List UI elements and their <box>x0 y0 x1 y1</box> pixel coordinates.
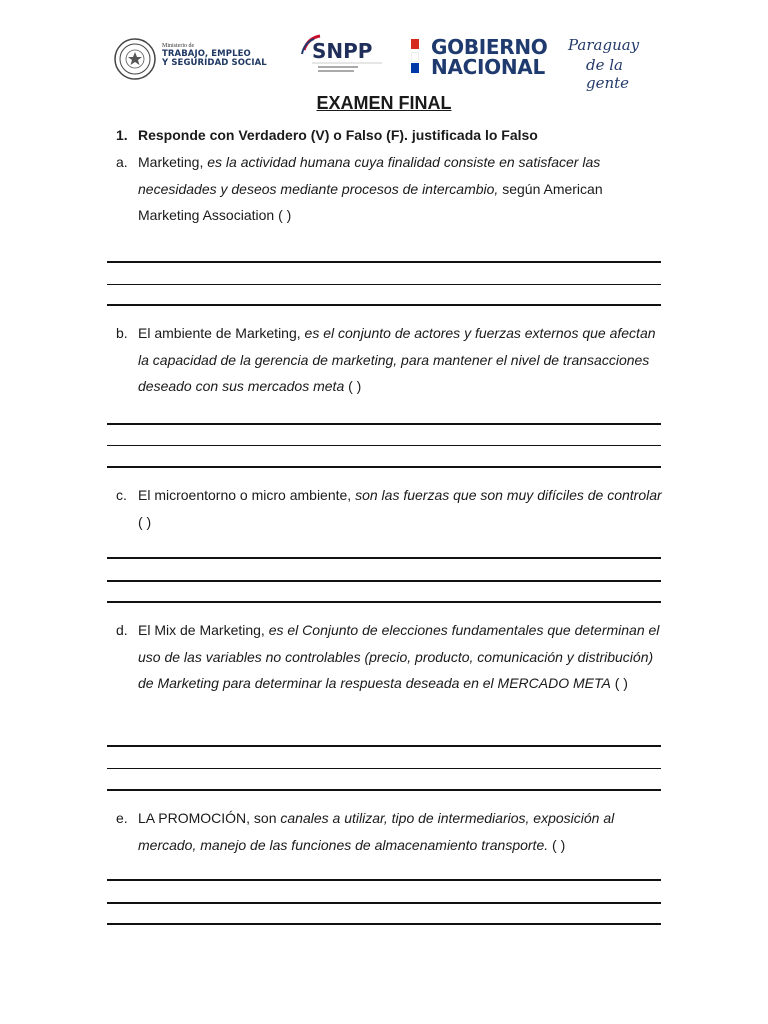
item-plain-text-end: ( ) <box>138 513 152 530</box>
item-italic-text: es la actividad humana cuya finalidad consiste en satisfacer las necesidades y deseos mediante procesos de intercambio, <box>138 154 601 197</box>
item-plain-text-end: según American Marketing Association ( ) <box>138 180 603 223</box>
item-plain-text: Marketing, <box>138 154 208 170</box>
item-e <box>116 805 666 858</box>
item-c <box>116 482 666 535</box>
answer-line[interactable] <box>107 304 661 306</box>
item-plain-text: El microentorno o micro ambiente, <box>138 487 356 503</box>
item-plain-text-end: ( ) <box>610 675 628 691</box>
answer-line[interactable] <box>107 902 661 904</box>
item-italic-text: es el conjunto de actores y fuerzas externos que afectan la capacidad de la gerencia de marketing, para mantener el nivel de transacciones deseado con sus mercados meta <box>138 325 656 394</box>
item-a <box>116 149 666 229</box>
item-d <box>116 617 666 697</box>
answer-line[interactable] <box>107 923 661 925</box>
item-plain-text-end: ( ) <box>548 836 566 853</box>
answer-line[interactable] <box>107 601 661 603</box>
gobierno-nacional-logo <box>409 36 549 80</box>
item-plain-text: LA PROMOCIÓN, son <box>138 810 281 826</box>
answer-line[interactable] <box>107 423 661 425</box>
item-letter: c. <box>116 487 127 503</box>
pyg-line-2: de la gente <box>586 56 630 92</box>
item-letter: d. <box>116 622 128 638</box>
item-letter: b. <box>116 325 128 341</box>
answer-line[interactable] <box>107 557 661 559</box>
item-plain-text: El ambiente de Marketing, <box>138 325 305 341</box>
answer-line[interactable] <box>107 284 661 285</box>
item-text <box>138 149 666 229</box>
ministry-small-text: Ministerio de <box>162 43 195 49</box>
item-letter: e. <box>116 810 128 826</box>
question-text: Responde con Verdadero (V) o Falso (F). justificada lo Falso <box>138 127 538 143</box>
answer-line[interactable] <box>107 879 661 881</box>
answer-line[interactable] <box>107 261 661 263</box>
item-italic-text: es el Conjunto de elecciones fundamentales que determinan el uso de las variables no controlables (precio, producto, comunicación y distribución) de Marketing para determinar la respuesta deseada en el MERCADO META <box>138 622 660 691</box>
paraguay-de-la-gente-logo <box>568 34 663 92</box>
pyg-line-1: Paraguay <box>568 36 640 54</box>
item-text <box>138 617 666 697</box>
item-text <box>138 320 666 400</box>
item-text <box>138 482 666 535</box>
flag-red-icon <box>411 39 419 49</box>
answer-line[interactable] <box>107 466 661 468</box>
question-heading <box>116 127 538 143</box>
gob-line-2: NACIONAL <box>431 55 545 79</box>
answer-line[interactable] <box>107 745 661 747</box>
question-number: 1. <box>116 127 128 143</box>
item-text <box>138 805 666 858</box>
ministry-logo <box>162 43 282 68</box>
answer-line[interactable] <box>107 580 661 582</box>
item-plain-text-end: ( ) <box>344 378 362 394</box>
flag-white-icon <box>411 52 419 62</box>
header-logos <box>0 30 768 90</box>
national-seal-icon <box>114 38 156 80</box>
page-title: EXAMEN FINAL <box>316 93 452 113</box>
snpp-logo <box>298 34 388 82</box>
answer-line[interactable] <box>107 768 661 769</box>
item-italic-text: son las fuerzas que son muy difíciles de controlar <box>355 487 662 503</box>
gob-line-1: GOBIERNO <box>431 35 548 59</box>
snpp-text: SNPP <box>312 39 373 63</box>
item-b <box>116 320 666 400</box>
answer-line[interactable] <box>107 789 661 791</box>
answer-line[interactable] <box>107 445 661 446</box>
item-plain-text: El Mix de Marketing, <box>138 622 269 638</box>
item-letter: a. <box>116 154 128 170</box>
ministry-line-2: Y SEGURIDAD SOCIAL <box>162 58 267 68</box>
flag-blue-icon <box>411 63 419 73</box>
ministry-line-1: TRABAJO, EMPLEO <box>162 49 251 59</box>
item-italic-text: canales a utilizar, tipo de intermediarios, exposición al mercado, manejo de las funciones de almacenamiento transporte. <box>138 810 615 853</box>
